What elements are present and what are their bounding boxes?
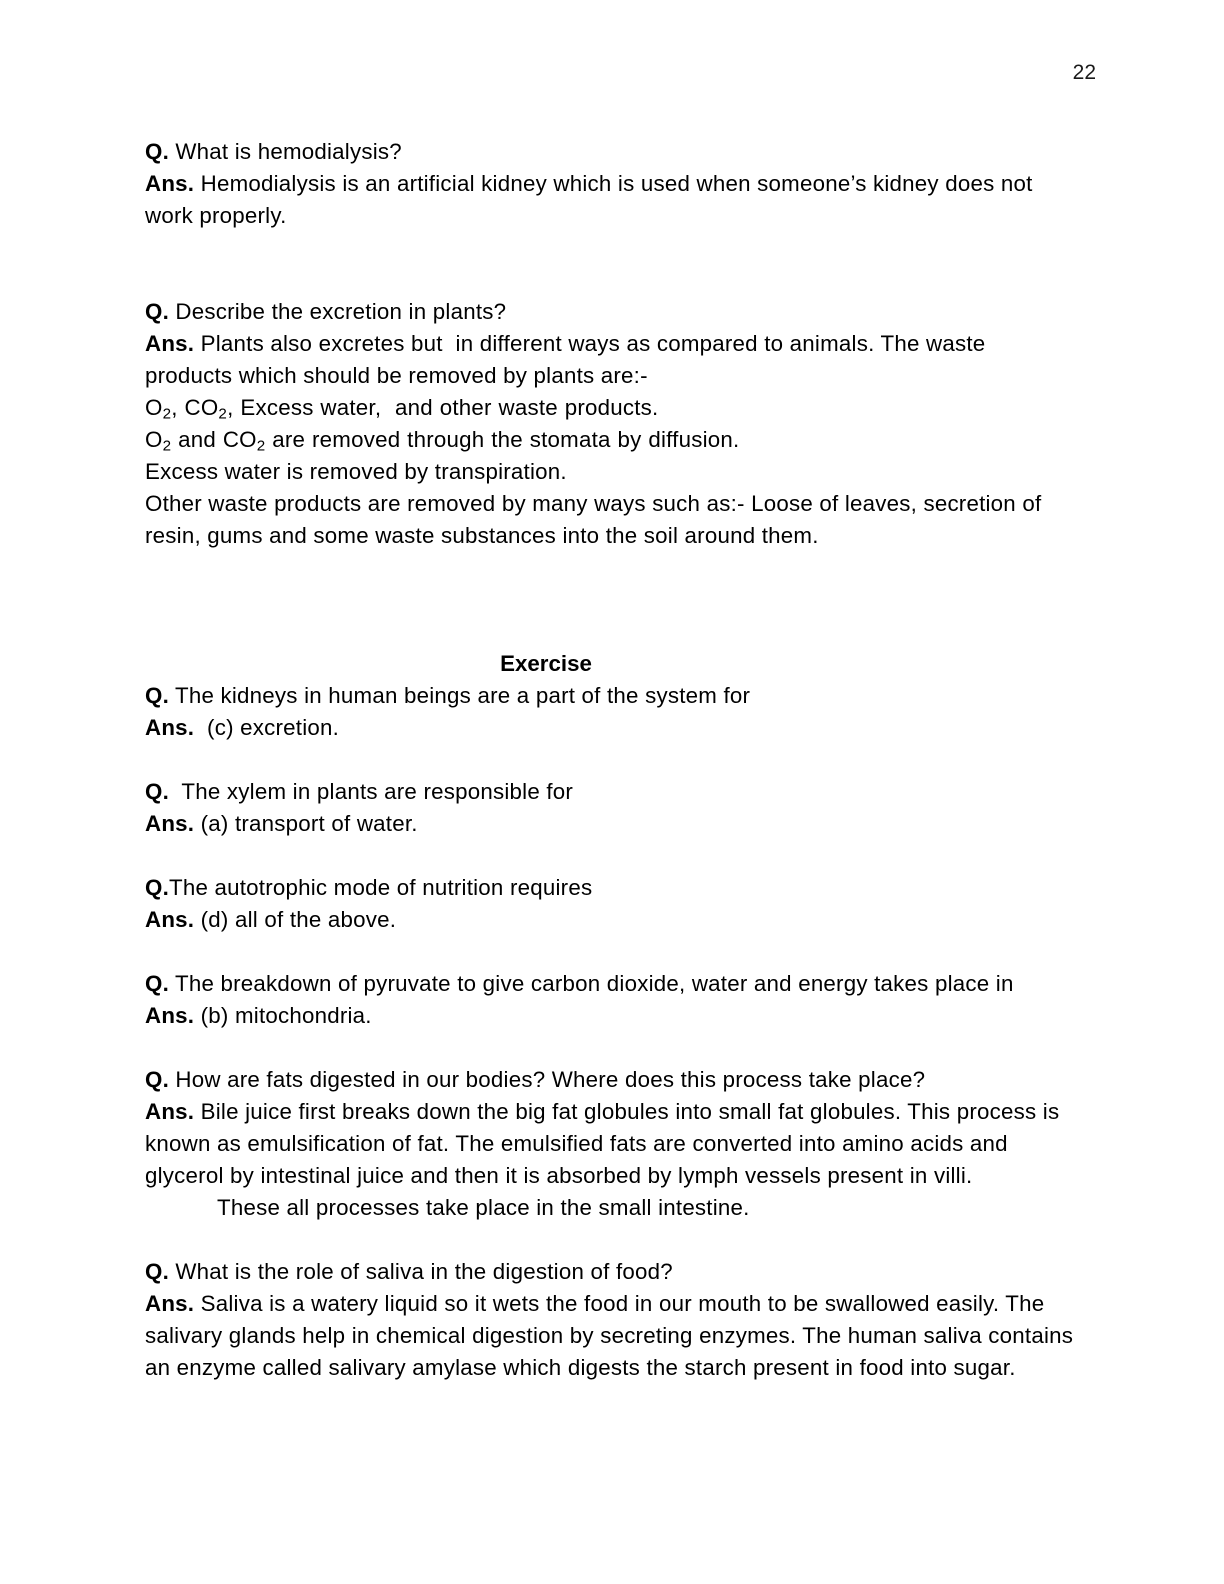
- subscript: 2: [162, 437, 172, 455]
- question-text: What is the role of saliva in the digestion of food?: [168, 1259, 673, 1284]
- question-text: The breakdown of pyruvate to give carbon dioxide, water and energy takes place in: [168, 971, 1014, 996]
- subscript: 2: [256, 437, 266, 455]
- exercise-spacer: [145, 552, 1077, 648]
- answer-label: Ans.: [145, 907, 195, 932]
- answer-line: [145, 168, 1077, 232]
- formula-suffix: , Excess water, and other waste products.: [227, 395, 659, 420]
- qa-block-autotrophic-nutrition: [145, 872, 1077, 936]
- question-line: [145, 776, 1077, 808]
- answer-line: [145, 808, 1077, 840]
- answer-line: [145, 712, 1077, 744]
- item-spacer: [145, 744, 1077, 776]
- question-label: Q.: [145, 971, 169, 996]
- qa-block-excretion-in-plants: [145, 296, 1077, 552]
- question-line: [145, 872, 1077, 904]
- question-line: [145, 1064, 1077, 1096]
- subscript: 2: [162, 405, 172, 423]
- other-waste-line: Other waste products are removed by many ways such as:- Loose of leaves, secretion of resin, gums and some waste substances into the soil around them.: [145, 491, 1048, 548]
- question-text: Describe the excretion in plants?: [168, 299, 507, 324]
- qa-block-xylem-responsible: [145, 776, 1077, 840]
- answer-text: (d) all of the above.: [194, 907, 397, 932]
- answer-label: Ans.: [145, 331, 195, 356]
- answer-label: Ans.: [145, 1291, 195, 1316]
- excess-water-line: Excess water is removed by transpiration.: [145, 459, 567, 484]
- answer-text: Hemodialysis is an artificial kidney which is used when someone’s kidney does not work properly.: [145, 171, 1039, 228]
- answer-line: [145, 1096, 1077, 1192]
- formula-suffix: are removed through the stomata by diffusion.: [265, 427, 740, 452]
- question-label: Q.: [145, 875, 169, 900]
- question-line: [145, 136, 1077, 168]
- item-spacer: [145, 936, 1077, 968]
- item-spacer: [145, 1032, 1077, 1064]
- answer-text: Bile juice first breaks down the big fat globules into small fat globules. This process is known as emulsification of fat. The emulsified fats are converted into amino acids and glycerol by intestinal juice and then it is absorbed by lymph vessels present in villi.: [145, 1099, 1066, 1188]
- question-line: [145, 968, 1077, 1000]
- question-label: Q.: [145, 683, 169, 708]
- question-label: Q.: [145, 299, 169, 324]
- formula-mid: , CO: [171, 395, 219, 420]
- formula-mid: and CO: [171, 427, 257, 452]
- qa-block-saliva-role: [145, 1256, 1080, 1384]
- answer-indented-line: These all processes take place in the small intestine.: [217, 1195, 750, 1220]
- question-label: Q.: [145, 1067, 169, 1092]
- answer-label: Ans.: [145, 715, 195, 740]
- question-line: [145, 680, 1077, 712]
- exercise-heading: Exercise: [500, 651, 592, 676]
- qa-block-kidneys-system: [145, 680, 1077, 744]
- question-label: Q.: [145, 139, 169, 164]
- qa-block-fats-digestion: [145, 1064, 1077, 1224]
- question-line: [145, 296, 1077, 328]
- block-spacer: [145, 232, 1077, 296]
- answer-line: [145, 1000, 1077, 1032]
- page-content: [145, 136, 1080, 1384]
- item-spacer: [145, 840, 1077, 872]
- question-label: Q.: [145, 779, 169, 804]
- answer-text: Plants also excretes but in different ways as compared to animals. The waste products which should be removed by plants are:-: [145, 331, 992, 388]
- formula-line-oxygen-list: [145, 392, 1077, 424]
- question-text: The xylem in plants are responsible for: [168, 779, 574, 804]
- formula-line-stomata-diffusion: [145, 424, 1077, 456]
- answer-label: Ans.: [145, 1003, 195, 1028]
- answer-text: (a) transport of water.: [194, 811, 418, 836]
- question-text: What is hemodialysis?: [168, 139, 402, 164]
- answer-label: Ans.: [145, 171, 195, 196]
- answer-text: (b) mitochondria.: [194, 1003, 372, 1028]
- answer-text: Saliva is a watery liquid so it wets the food in our mouth to be swallowed easily. The salivary glands help in chemical digestion by secreting enzymes. The human saliva contains an enzyme called salivary amylase which digests the starch present in food into sugar.: [145, 1291, 1080, 1380]
- question-text: The kidneys in human beings are a part of the system for: [168, 683, 751, 708]
- answer-line: [145, 328, 1077, 392]
- qa-block-hemodialysis: [145, 136, 1077, 232]
- question-line: [145, 1256, 1077, 1288]
- answer-label: Ans.: [145, 811, 195, 836]
- subscript: 2: [218, 405, 228, 423]
- formula-prefix: O: [145, 395, 163, 420]
- question-text: The autotrophic mode of nutrition requires: [168, 875, 593, 900]
- answer-line: [145, 1288, 1080, 1384]
- answer-text: (c) excretion.: [194, 715, 340, 740]
- page-number: 22: [1072, 61, 1096, 84]
- question-text: How are fats digested in our bodies? Where does this process take place?: [168, 1067, 926, 1092]
- answer-label: Ans.: [145, 1099, 195, 1124]
- answer-line: [145, 904, 1077, 936]
- item-spacer: [145, 1224, 1077, 1256]
- formula-prefix: O: [145, 427, 163, 452]
- question-label: Q.: [145, 1259, 169, 1284]
- qa-block-pyruvate-breakdown: [145, 968, 1077, 1032]
